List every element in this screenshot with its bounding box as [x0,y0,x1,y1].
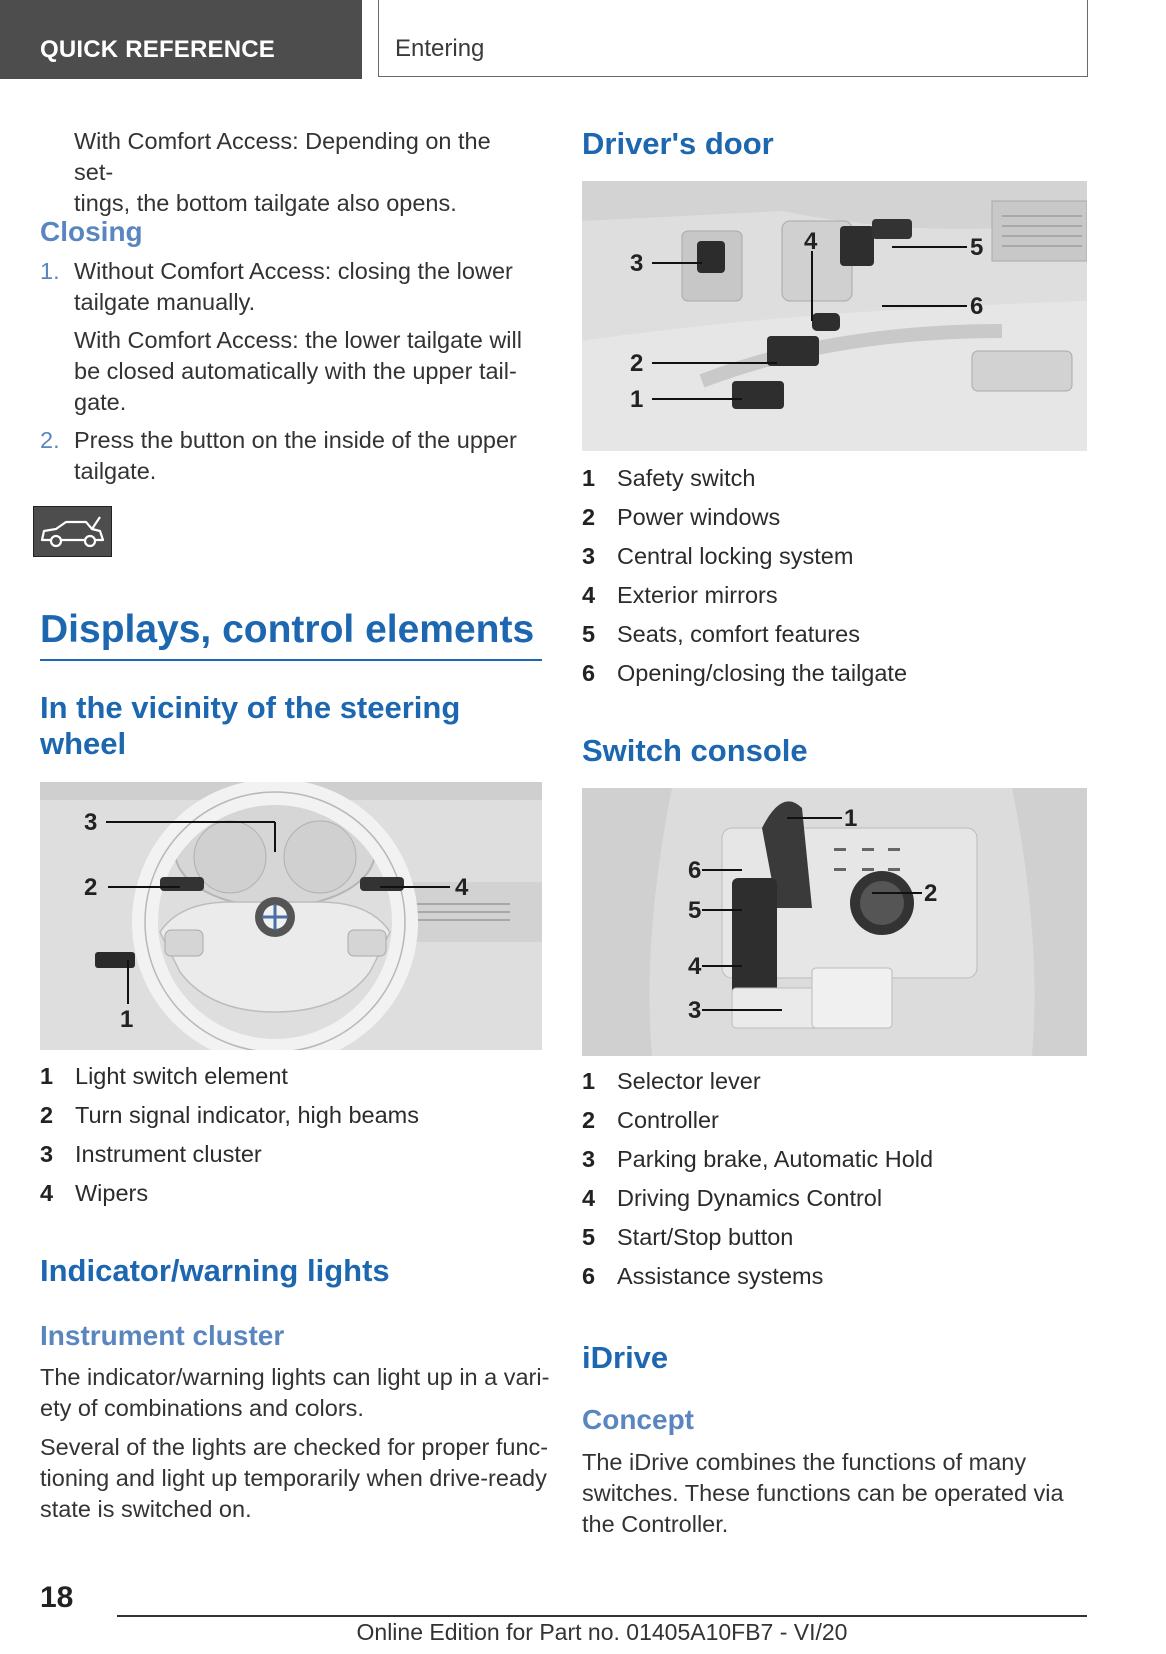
chapter-title: Entering [395,35,485,62]
callout-5: 5 [970,234,984,261]
list-item [582,1218,1087,1257]
list-item [582,459,1087,498]
list-item [582,615,1087,654]
callout-6: 6 [688,857,702,884]
list-item [40,1135,540,1174]
list-item [582,1179,1087,1218]
item-number: 5 [582,1224,596,1250]
switch-console-figure [582,788,1087,1056]
item-number: 5 [582,621,596,647]
text-line: The iDrive combines the functions of many [582,1449,1027,1475]
item-number: 4 [40,1180,54,1206]
callout-4: 4 [804,228,818,255]
item-label: Safety switch [617,465,756,491]
text-line: switches. These functions can be operated via [582,1480,1064,1506]
step-text: Press the button on the inside of the upper [74,427,517,453]
heading-rule [40,659,542,661]
item-number: 4 [582,582,596,608]
item-label: Wipers [75,1180,149,1206]
closing-heading: Closing [40,216,143,247]
item-number: 1 [582,465,596,491]
list-item [582,498,1087,537]
item-label: Exterior mirrors [617,582,778,608]
callout-2: 2 [630,350,644,377]
main-heading: Displays, control elements [40,608,535,651]
item-label: Central locking system [617,543,854,569]
list-item [582,1257,1087,1296]
idrive-heading: iDrive [582,1340,669,1375]
text-line: tioning and light up temporarily when drive-ready [40,1465,547,1491]
item-label: Turn signal indicator, high beams [75,1102,419,1128]
item-label: Opening/closing the tailgate [617,660,908,686]
step-text: tailgate manually. [74,289,256,315]
callout-2: 2 [84,874,98,901]
item-label: Selector lever [617,1068,761,1094]
door-heading: Driver's door [582,126,774,161]
step-number: 1. [40,258,60,284]
text-line: Several of the lights are checked for proper func- [40,1434,549,1460]
console-legend [582,1062,1087,1296]
list-item [40,1057,540,1096]
concept-paragraph [582,1447,1087,1540]
intro-paragraph [74,126,534,219]
callout-1: 1 [630,386,644,413]
heading-line: wheel [40,726,127,761]
cluster-paragraph-2 [40,1432,550,1525]
callout-6: 6 [970,293,984,320]
text-line: state is switched on. [40,1496,252,1522]
steering-heading [40,690,540,762]
heading-line: In the vicinity of the steering [40,690,461,725]
callout-3: 3 [688,997,702,1024]
closing-steps [40,256,540,487]
steering-wheel-figure [40,782,542,1050]
list-item [582,576,1087,615]
door-legend [582,459,1087,693]
step-note: be closed automatically with the upper tail- [74,358,517,384]
item-number: 3 [582,543,596,569]
step-note: gate. [74,389,127,415]
page-number: 18 [40,1581,74,1614]
item-number: 1 [582,1068,596,1094]
text-line: the Controller. [582,1511,729,1537]
list-item [582,1062,1087,1101]
item-number: 2 [582,1107,596,1133]
step-number: 2. [40,427,60,453]
callout-3: 3 [84,809,98,836]
item-number: 1 [40,1063,54,1089]
section-title: QUICK REFERENCE [40,36,276,63]
indicator-heading: Indicator/warning lights [40,1253,390,1288]
item-number: 2 [40,1102,54,1128]
item-label: Power windows [617,504,781,530]
step-text: tailgate. [74,458,157,484]
item-number: 4 [582,1185,596,1211]
list-item [40,1096,540,1135]
item-label: Start/Stop button [617,1224,794,1250]
callout-4: 4 [455,874,469,901]
car-tailgate-icon [33,506,112,557]
item-number: 6 [582,1263,596,1289]
cluster-paragraph-1 [40,1362,550,1424]
callout-5: 5 [688,897,702,924]
item-label: Controller [617,1107,719,1133]
item-label: Driving Dynamics Control [617,1185,883,1211]
callout-4: 4 [688,953,702,980]
item-number: 3 [40,1141,54,1167]
item-number: 6 [582,660,596,686]
edition-text: Online Edition for Part no. 01405A10FB7 - VI/20 [356,1619,848,1645]
item-label: Light switch element [75,1063,288,1089]
step-1 [40,256,540,418]
item-label: Parking brake, Automatic Hold [617,1146,934,1172]
cluster-heading: Instrument cluster [40,1320,285,1351]
intro-line: tings, the bottom tailgate also opens. [74,190,457,216]
text-line: The indicator/warning lights can light up in a vari- [40,1364,550,1390]
section-tab [0,0,362,79]
step-note: With Comfort Access: the lower tailgate will [74,327,522,353]
callout-2: 2 [924,880,938,907]
item-number: 2 [582,504,596,530]
concept-heading: Concept [582,1404,694,1435]
steering-legend [40,1057,540,1213]
list-item [582,1140,1087,1179]
drivers-door-figure [582,181,1087,451]
text-line: ety of combinations and colors. [40,1395,364,1421]
callout-1: 1 [844,805,858,832]
callout-3: 3 [630,250,644,277]
footer-rule [117,1615,1087,1617]
list-item [582,1101,1087,1140]
list-item [582,654,1087,693]
list-item [582,537,1087,576]
item-label: Instrument cluster [75,1141,262,1167]
step-text: Without Comfort Access: closing the lower [74,258,513,284]
console-heading: Switch console [582,733,808,768]
intro-line: With Comfort Access: Depending on the set- [74,128,491,185]
chapter-tab [378,0,1088,77]
item-label: Seats, comfort features [617,621,860,647]
callout-1: 1 [120,1006,134,1033]
list-item [40,1174,540,1213]
item-label: Assistance systems [617,1263,824,1289]
item-number: 3 [582,1146,596,1172]
step-2 [40,425,540,487]
